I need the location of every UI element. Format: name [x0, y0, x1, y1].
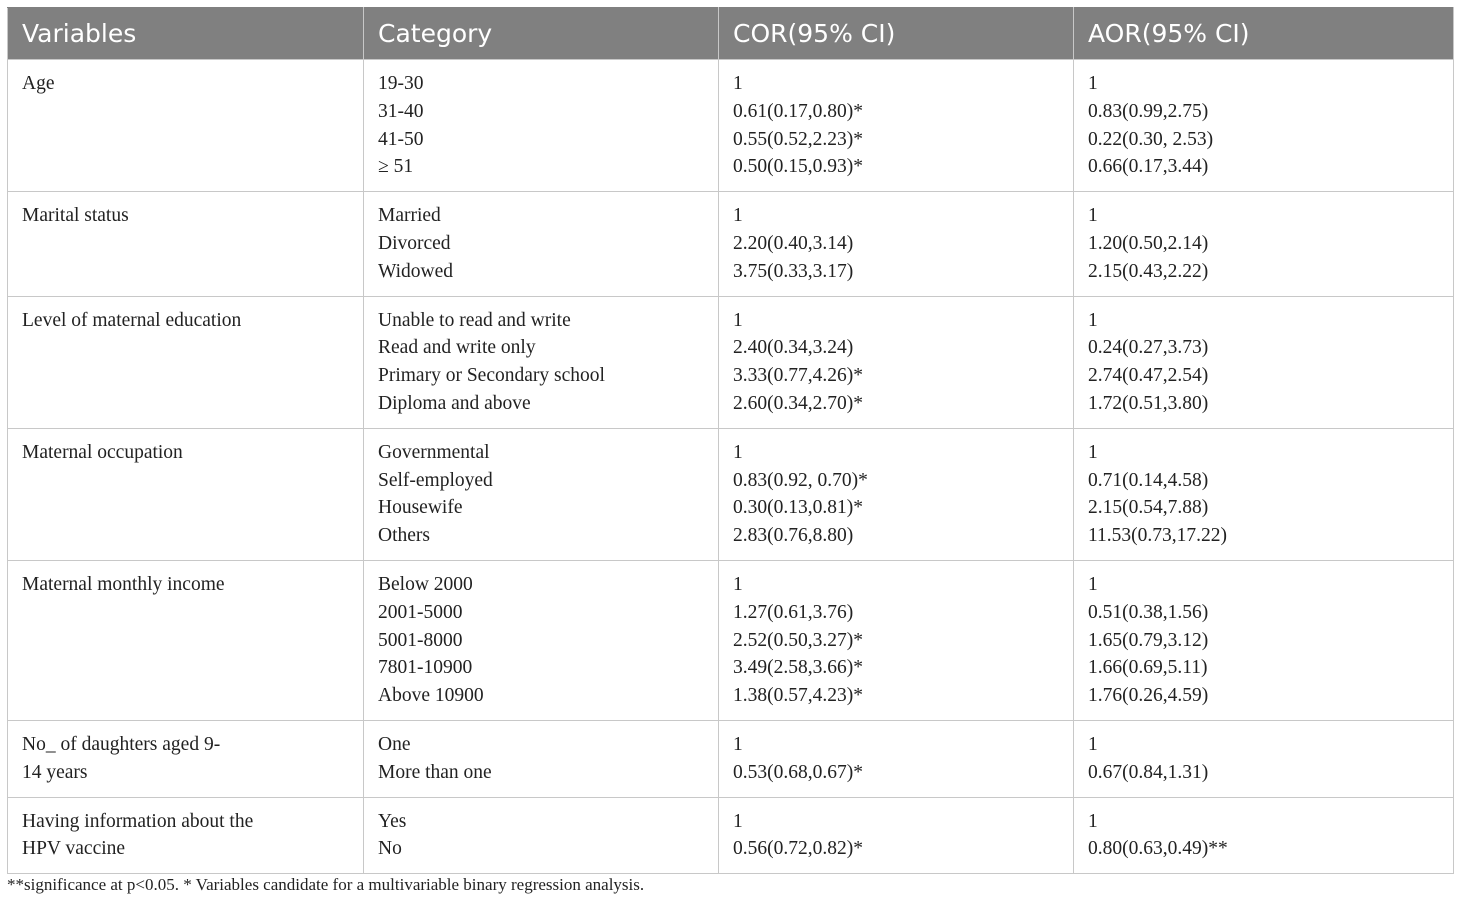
aor-cell — [1074, 720, 1454, 797]
aor-value: 1.65(0.79,3.12) — [1088, 629, 1209, 651]
table-row — [8, 428, 1454, 560]
aor-cell — [1074, 60, 1454, 192]
cor-value: 1 — [733, 309, 743, 331]
aor-value: 1.66(0.69,5.11) — [1088, 657, 1208, 679]
category-value: One — [378, 733, 411, 755]
aor-value: 1 — [1088, 73, 1098, 94]
category-value: Diploma and above — [378, 392, 531, 414]
table-row — [8, 60, 1454, 192]
category-value: 5001-8000 — [378, 629, 463, 651]
variable-cell — [8, 428, 364, 560]
aor-cell — [1074, 192, 1454, 296]
category-value: Self-employed — [378, 469, 493, 491]
variable-label-line: No_ of daughters aged 9- — [22, 733, 221, 755]
cor-cell — [719, 192, 1074, 296]
cor-value: 0.55(0.52,2.23)* — [733, 128, 863, 150]
aor-value: 2.74(0.47,2.54) — [1088, 365, 1209, 387]
aor-value: 0.71(0.14,4.58) — [1088, 469, 1209, 491]
category-value: Divorced — [378, 232, 451, 254]
cor-value: 1.38(0.57,4.23)* — [733, 685, 863, 707]
cor-cell — [719, 296, 1074, 428]
cor-value: 0.30(0.13,0.81)* — [733, 497, 863, 519]
category-cell — [364, 296, 719, 428]
regression-results-table — [7, 7, 1454, 874]
cor-cell — [719, 720, 1074, 797]
cor-value: 2.20(0.40,3.14) — [733, 232, 854, 254]
header-category: Category — [364, 8, 719, 60]
category-cell — [364, 192, 719, 296]
category-value: 31-40 — [378, 100, 424, 122]
cor-cell — [719, 428, 1074, 560]
category-value: Governmental — [378, 441, 490, 463]
category-value: Primary or Secondary school — [378, 365, 605, 387]
variable-cell — [8, 192, 364, 296]
category-cell — [364, 720, 719, 797]
category-value: Unable to read and write — [378, 309, 571, 331]
category-value: Above 10900 — [378, 685, 484, 707]
category-value: Others — [378, 525, 430, 547]
variable-label: Age — [22, 73, 55, 94]
table-footnote: **significance at p<0.05. * Variables candidate for a multivariable binary regression analysis. — [7, 875, 645, 894]
variable-label: Maternal monthly income — [22, 573, 225, 595]
variable-cell — [8, 296, 364, 428]
aor-value: 1 — [1088, 205, 1098, 227]
category-cell — [364, 797, 719, 874]
cor-value: 1 — [733, 573, 743, 595]
aor-value: 2.15(0.54,7.88) — [1088, 497, 1209, 519]
cor-value: 0.83(0.92, 0.70)* — [733, 469, 868, 491]
category-cell — [364, 428, 719, 560]
variable-cell — [8, 720, 364, 797]
header-aor: AOR(95% CI) — [1074, 8, 1454, 60]
variable-label: Maternal occupation — [22, 441, 183, 463]
category-cell — [364, 60, 719, 192]
category-value: Below 2000 — [378, 573, 473, 595]
aor-value: 0.66(0.17,3.44) — [1088, 156, 1209, 178]
cor-cell — [719, 797, 1074, 874]
variable-label-line: Having information about the — [22, 810, 254, 832]
cor-value: 0.50(0.15,0.93)* — [733, 156, 863, 178]
aor-cell — [1074, 296, 1454, 428]
variable-label: Marital status — [22, 205, 129, 227]
table-row — [8, 797, 1454, 874]
cor-value: 1.27(0.61,3.76) — [733, 601, 854, 623]
table-body — [8, 60, 1454, 874]
category-value: 41-50 — [378, 128, 424, 150]
aor-value: 0.67(0.84,1.31) — [1088, 761, 1209, 783]
aor-value: 1 — [1088, 309, 1098, 331]
aor-value: 0.22(0.30, 2.53) — [1088, 128, 1214, 150]
variable-label-line: 14 years — [22, 761, 88, 783]
aor-value: 1 — [1088, 810, 1098, 832]
aor-value: 11.53(0.73,17.22) — [1088, 525, 1228, 547]
category-value: 7801-10900 — [378, 657, 473, 679]
variable-cell — [8, 797, 364, 874]
header-variables: Variables — [8, 8, 364, 60]
table-row — [8, 192, 1454, 296]
aor-value: 0.24(0.27,3.73) — [1088, 337, 1209, 359]
cor-value: 1 — [733, 205, 743, 227]
cor-value: 2.52(0.50,3.27)* — [733, 629, 863, 651]
variable-cell — [8, 560, 364, 720]
results-table-container — [7, 7, 1453, 874]
category-value: 19-30 — [378, 73, 424, 94]
table-row — [8, 296, 1454, 428]
aor-value: 2.15(0.43,2.22) — [1088, 260, 1209, 282]
cor-value: 3.49(2.58,3.66)* — [733, 657, 863, 679]
variable-label: Level of maternal education — [22, 309, 242, 331]
aor-cell — [1074, 560, 1454, 720]
aor-cell — [1074, 797, 1454, 874]
cor-value: 0.56(0.72,0.82)* — [733, 838, 863, 860]
cor-value: 3.75(0.33,3.17) — [733, 260, 854, 282]
aor-value: 0.80(0.63,0.49)** — [1088, 838, 1228, 860]
aor-value: 1 — [1088, 733, 1098, 755]
category-value: Housewife — [378, 497, 463, 519]
category-value: More than one — [378, 761, 492, 783]
category-value: Married — [378, 205, 441, 227]
cor-value: 0.53(0.68,0.67)* — [733, 761, 863, 783]
aor-value: 0.51(0.38,1.56) — [1088, 601, 1209, 623]
category-value: Widowed — [378, 260, 454, 282]
cor-value: 3.33(0.77,4.26)* — [733, 365, 863, 387]
aor-cell — [1074, 428, 1454, 560]
table-row — [8, 560, 1454, 720]
cor-value: 0.61(0.17,0.80)* — [733, 100, 863, 122]
aor-value: 1 — [1088, 441, 1098, 463]
cor-cell — [719, 560, 1074, 720]
variable-cell — [8, 60, 364, 192]
category-value: ≥ 51 — [378, 156, 414, 178]
cor-value: 2.83(0.76,8.80) — [733, 525, 854, 547]
aor-value: 1.76(0.26,4.59) — [1088, 685, 1209, 707]
table-row — [8, 720, 1454, 797]
variable-label-line: HPV vaccine — [22, 838, 126, 860]
cor-value: 1 — [733, 810, 743, 832]
cor-value: 1 — [733, 441, 743, 463]
cor-value: 1 — [733, 73, 743, 94]
header-cor: COR(95% CI) — [719, 8, 1074, 60]
category-value: No — [378, 838, 402, 860]
cor-value: 2.40(0.34,3.24) — [733, 337, 854, 359]
category-value: 2001-5000 — [378, 601, 463, 623]
table-header-row — [8, 8, 1454, 60]
cor-value: 1 — [733, 733, 743, 755]
aor-value: 1.20(0.50,2.14) — [1088, 232, 1209, 254]
aor-value: 1 — [1088, 573, 1098, 595]
aor-value: 1.72(0.51,3.80) — [1088, 392, 1209, 414]
cor-cell — [719, 60, 1074, 192]
category-value: Read and write only — [378, 337, 536, 359]
cor-value: 2.60(0.34,2.70)* — [733, 392, 863, 414]
category-cell — [364, 560, 719, 720]
category-value: Yes — [378, 810, 407, 832]
aor-value: 0.83(0.99,2.75) — [1088, 100, 1209, 122]
